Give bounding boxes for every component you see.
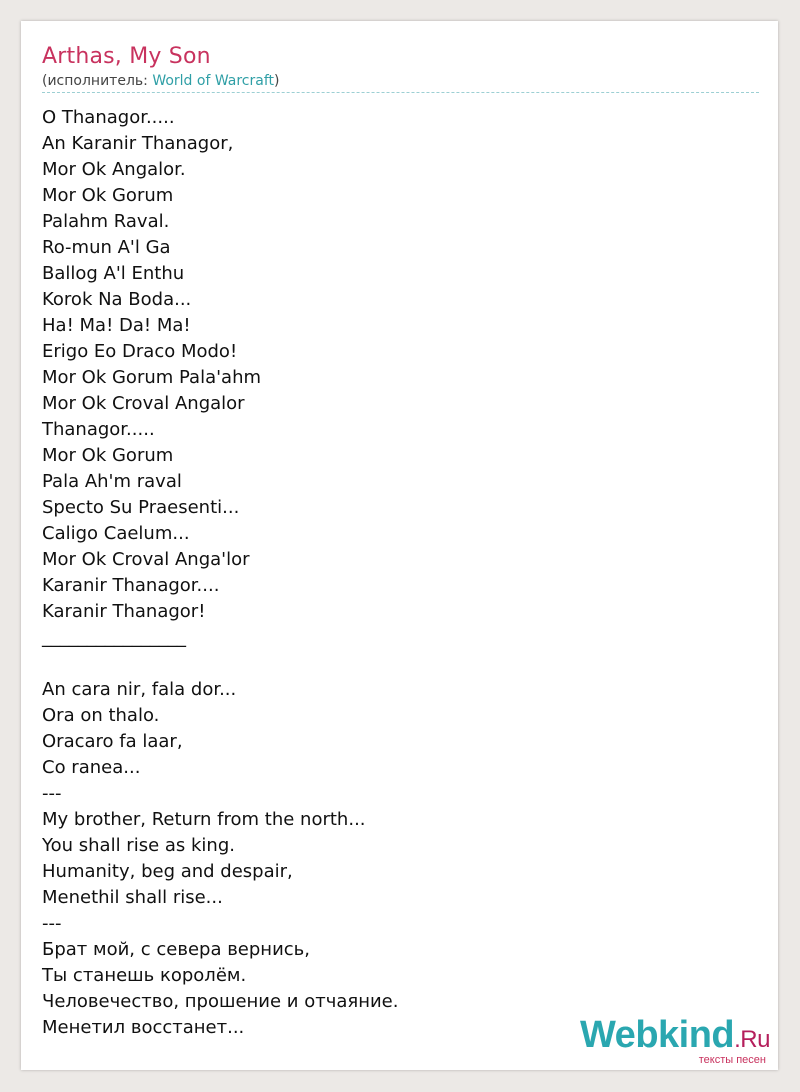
- logo-tagline: тексты песен: [698, 1054, 766, 1066]
- lyric-line: Specto Su Praesenti...: [42, 497, 240, 518]
- artist-label: (исполнитель:: [42, 73, 153, 89]
- lyric-line: [42, 651, 742, 677]
- lyric-line: O Thanagor.....: [42, 107, 175, 128]
- lyric-line: ---: [42, 783, 62, 804]
- lyric-line: Oracaro fa laar,: [42, 731, 183, 752]
- lyric-line: An cara nir, fala dor...: [42, 679, 237, 700]
- lyric-line: Mor Ok Gorum: [42, 445, 174, 466]
- lyric-line: Palahm Raval.: [42, 211, 170, 232]
- lyric-line: Caligo Caelum...: [42, 523, 190, 544]
- artist-link[interactable]: World of Warcraft: [152, 73, 275, 89]
- lyric-line: Mor Ok Gorum Pala'ahm: [42, 367, 262, 388]
- lyric-line: Co ranea...: [42, 757, 141, 778]
- artist-meta: [42, 73, 279, 89]
- lyric-line: My brother, Return from the north...: [42, 809, 366, 830]
- lyric-line: Mor Ok Croval Angalor: [42, 393, 245, 414]
- lyric-line: Karanir Thanagor....: [42, 575, 220, 596]
- lyric-line: Karanir Thanagor!: [42, 601, 206, 622]
- lyric-line: Mor Ok Croval Anga'lor: [42, 549, 250, 570]
- logo-name: Webkind: [580, 1014, 735, 1056]
- lyric-line: Человечество, прошение и отчаяние.: [42, 991, 399, 1012]
- lyric-line: Менетил восстанет...: [42, 1017, 245, 1038]
- lyric-line: Ro-mun A'l Ga: [42, 237, 171, 258]
- lyric-line: Ora on thalo.: [42, 705, 160, 726]
- lyric-line: Ты станешь королём.: [42, 965, 247, 986]
- lyric-line: Брат мой, с севера вернись,: [42, 939, 310, 960]
- lyric-line: Ha! Ma! Da! Ma!: [42, 315, 191, 336]
- lyric-line: Mor Ok Gorum: [42, 185, 174, 206]
- lyric-line: An Karanir Thanagor,: [42, 133, 234, 154]
- artist-meta-close: ): [274, 73, 280, 89]
- lyric-line: Mor Ok Angalor.: [42, 159, 186, 180]
- lyric-line: Korok Na Boda...: [42, 289, 192, 310]
- lyric-line: You shall rise as king.: [42, 835, 235, 856]
- lyrics-card: [21, 21, 778, 1070]
- lyric-line: Humanity, beg and despair,: [42, 861, 293, 882]
- lyric-line: Ballog A'l Enthu: [42, 263, 185, 284]
- lyric-line: ---: [42, 913, 62, 934]
- logo-tld: .Ru: [734, 1026, 770, 1053]
- site-logo[interactable]: [580, 1015, 770, 1066]
- lyric-line: Thanagor.....: [42, 419, 155, 440]
- lyric-line: Menethil shall rise...: [42, 887, 223, 908]
- lyrics-body: [42, 105, 742, 1041]
- lyric-line: Erigo Eo Draco Modo!: [42, 341, 238, 362]
- lyric-line: Pala Ah'm raval: [42, 471, 182, 492]
- song-title: Arthas, My Son: [42, 44, 211, 69]
- lyric-line: ________________: [42, 627, 186, 648]
- title-divider: [42, 92, 759, 93]
